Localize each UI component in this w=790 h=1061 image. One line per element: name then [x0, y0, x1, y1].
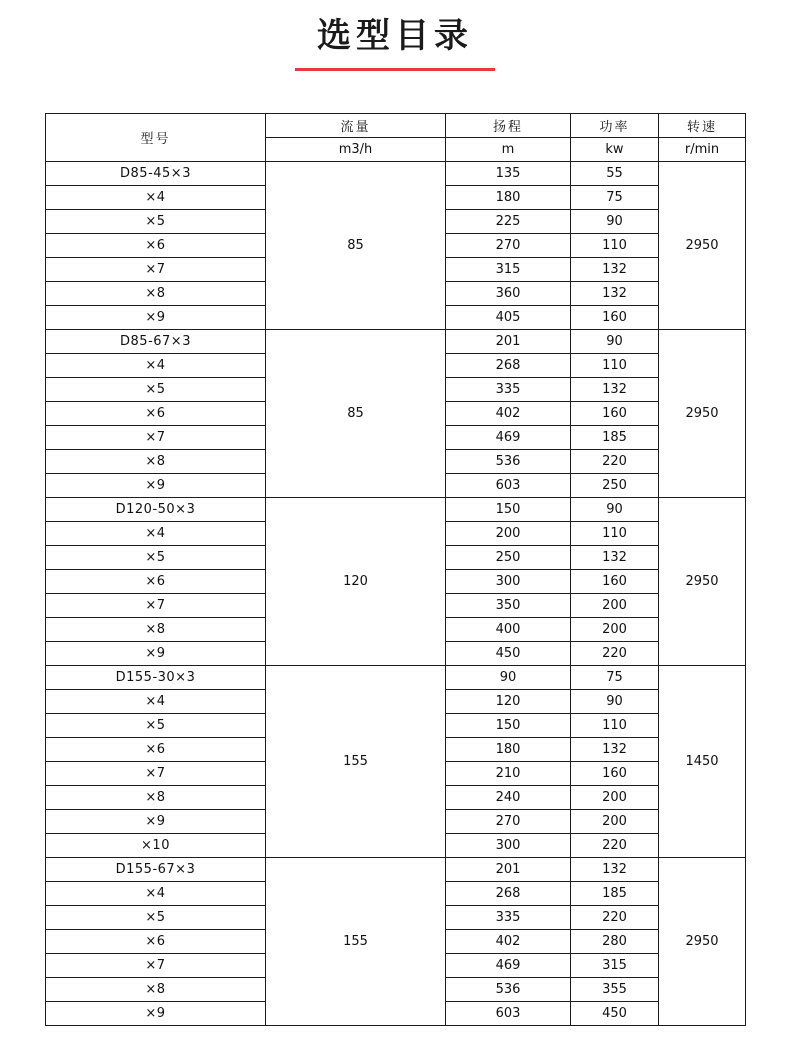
unit-flow: m3/h	[266, 138, 446, 162]
cell-head: 402	[446, 402, 571, 426]
cell-power: 200	[571, 594, 659, 618]
cell-head: 201	[446, 858, 571, 882]
cell-power: 110	[571, 714, 659, 738]
cell-head: 201	[446, 330, 571, 354]
header-head: 扬程	[446, 114, 571, 138]
cell-speed: 2950	[659, 858, 746, 1026]
cell-model: ×4	[46, 522, 266, 546]
cell-model: ×5	[46, 714, 266, 738]
cell-power: 160	[571, 402, 659, 426]
cell-head: 270	[446, 810, 571, 834]
cell-flow: 85	[266, 330, 446, 498]
cell-model: ×7	[46, 258, 266, 282]
cell-model: D120-50×3	[46, 498, 266, 522]
cell-power: 55	[571, 162, 659, 186]
table-row	[46, 330, 746, 354]
cell-head: 135	[446, 162, 571, 186]
unit-head: m	[446, 138, 571, 162]
cell-head: 120	[446, 690, 571, 714]
cell-model: ×4	[46, 882, 266, 906]
cell-model: ×7	[46, 426, 266, 450]
cell-flow: 155	[266, 666, 446, 858]
cell-head: 210	[446, 762, 571, 786]
cell-head: 180	[446, 186, 571, 210]
cell-model: ×9	[46, 306, 266, 330]
header-speed: 转速	[659, 114, 746, 138]
cell-head: 90	[446, 666, 571, 690]
cell-power: 90	[571, 498, 659, 522]
cell-model: ×5	[46, 546, 266, 570]
table-row	[46, 162, 746, 186]
table-header-row	[46, 114, 746, 138]
cell-speed: 1450	[659, 666, 746, 858]
cell-head: 300	[446, 570, 571, 594]
cell-model: ×4	[46, 354, 266, 378]
cell-model: ×5	[46, 210, 266, 234]
cell-power: 355	[571, 978, 659, 1002]
cell-model: ×8	[46, 282, 266, 306]
header-model: 型号	[46, 114, 266, 162]
cell-power: 185	[571, 882, 659, 906]
header-flow: 流量	[266, 114, 446, 138]
cell-model: ×5	[46, 906, 266, 930]
spec-table-container	[45, 113, 745, 1026]
cell-model: D85-67×3	[46, 330, 266, 354]
cell-head: 469	[446, 954, 571, 978]
cell-power: 450	[571, 1002, 659, 1026]
cell-head: 270	[446, 234, 571, 258]
cell-model: ×6	[46, 930, 266, 954]
cell-power: 75	[571, 666, 659, 690]
cell-head: 450	[446, 642, 571, 666]
cell-speed: 2950	[659, 162, 746, 330]
title-block	[0, 0, 790, 71]
cell-model: ×5	[46, 378, 266, 402]
cell-power: 110	[571, 354, 659, 378]
cell-flow: 155	[266, 858, 446, 1026]
cell-power: 132	[571, 546, 659, 570]
cell-model: ×8	[46, 786, 266, 810]
cell-power: 90	[571, 210, 659, 234]
cell-head: 360	[446, 282, 571, 306]
cell-model: ×8	[46, 618, 266, 642]
cell-power: 220	[571, 450, 659, 474]
table-row	[46, 666, 746, 690]
cell-head: 315	[446, 258, 571, 282]
cell-model: ×8	[46, 450, 266, 474]
cell-model: D85-45×3	[46, 162, 266, 186]
cell-power: 280	[571, 930, 659, 954]
cell-power: 160	[571, 570, 659, 594]
cell-head: 603	[446, 1002, 571, 1026]
cell-head: 400	[446, 618, 571, 642]
cell-power: 220	[571, 906, 659, 930]
cell-head: 180	[446, 738, 571, 762]
cell-model: ×7	[46, 954, 266, 978]
cell-flow: 85	[266, 162, 446, 330]
cell-model: D155-67×3	[46, 858, 266, 882]
title-underline	[295, 68, 495, 71]
cell-power: 160	[571, 762, 659, 786]
cell-head: 225	[446, 210, 571, 234]
cell-power: 132	[571, 378, 659, 402]
unit-power: kw	[571, 138, 659, 162]
cell-head: 405	[446, 306, 571, 330]
cell-power: 90	[571, 690, 659, 714]
cell-speed: 2950	[659, 498, 746, 666]
cell-head: 335	[446, 906, 571, 930]
cell-model: D155-30×3	[46, 666, 266, 690]
cell-head: 350	[446, 594, 571, 618]
cell-head: 150	[446, 498, 571, 522]
cell-model: ×10	[46, 834, 266, 858]
cell-power: 185	[571, 426, 659, 450]
cell-head: 200	[446, 522, 571, 546]
cell-head: 250	[446, 546, 571, 570]
cell-power: 90	[571, 330, 659, 354]
cell-power: 110	[571, 234, 659, 258]
cell-power: 250	[571, 474, 659, 498]
cell-model: ×6	[46, 738, 266, 762]
cell-model: ×4	[46, 186, 266, 210]
cell-head: 469	[446, 426, 571, 450]
table-row	[46, 498, 746, 522]
cell-power: 132	[571, 858, 659, 882]
cell-model: ×6	[46, 570, 266, 594]
cell-head: 300	[446, 834, 571, 858]
cell-head: 268	[446, 882, 571, 906]
cell-power: 200	[571, 810, 659, 834]
cell-speed: 2950	[659, 330, 746, 498]
cell-model: ×9	[46, 474, 266, 498]
cell-head: 240	[446, 786, 571, 810]
cell-model: ×8	[46, 978, 266, 1002]
cell-power: 220	[571, 642, 659, 666]
unit-speed: r/min	[659, 138, 746, 162]
spec-table	[45, 113, 746, 1026]
cell-power: 75	[571, 186, 659, 210]
cell-head: 335	[446, 378, 571, 402]
cell-power: 132	[571, 282, 659, 306]
cell-power: 200	[571, 618, 659, 642]
cell-power: 200	[571, 786, 659, 810]
cell-model: ×6	[46, 234, 266, 258]
cell-head: 536	[446, 450, 571, 474]
cell-head: 402	[446, 930, 571, 954]
cell-model: ×7	[46, 594, 266, 618]
table-row	[46, 858, 746, 882]
cell-power: 160	[571, 306, 659, 330]
cell-head: 150	[446, 714, 571, 738]
cell-flow: 120	[266, 498, 446, 666]
cell-model: ×9	[46, 642, 266, 666]
cell-power: 110	[571, 522, 659, 546]
cell-model: ×9	[46, 1002, 266, 1026]
cell-power: 132	[571, 258, 659, 282]
header-power: 功率	[571, 114, 659, 138]
page-title: 选型目录	[317, 16, 473, 56]
cell-model: ×4	[46, 690, 266, 714]
cell-model: ×7	[46, 762, 266, 786]
cell-power: 220	[571, 834, 659, 858]
cell-model: ×6	[46, 402, 266, 426]
cell-model: ×9	[46, 810, 266, 834]
cell-head: 603	[446, 474, 571, 498]
cell-power: 132	[571, 738, 659, 762]
cell-power: 315	[571, 954, 659, 978]
cell-head: 536	[446, 978, 571, 1002]
cell-head: 268	[446, 354, 571, 378]
